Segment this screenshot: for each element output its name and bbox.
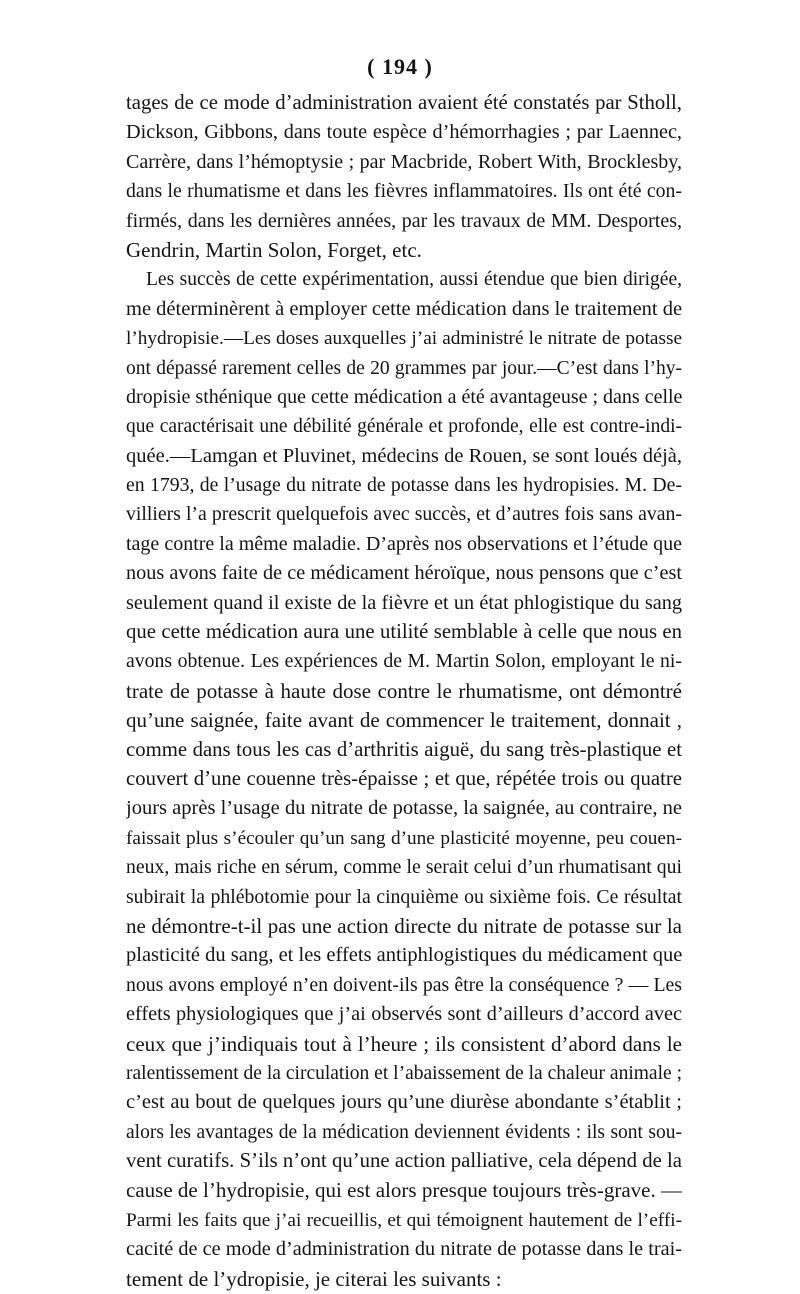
text-line: couvert d’une couenne très-épaisse ; et que, répétée trois ou quatre: [126, 767, 682, 790]
text-line: tages de ce mode d’administration avaient été constatés par Stholl,: [126, 92, 682, 114]
text-line: me déterminèrent à employer cette médication dans le traitement de: [126, 297, 682, 320]
text-line: c’est au bout de quelques jours qu’une diurèse abondante s’établit ;: [126, 1091, 682, 1114]
text-line: jours après l’usage du nitrate de potasse, la saignée, au contraire, ne: [126, 797, 682, 820]
text-line: Carrère, dans l’hémoptysie ; par Macbride, Robert With, Brocklesby,: [126, 150, 682, 173]
text-line: ont dépassé rarement celles de 20 grammes par jour.—C’est dans l’hy-: [126, 357, 682, 379]
text-line: ralentissement de la circulation et l’abaissement de la chaleur animale ;: [126, 1062, 682, 1084]
text-line: seulement quand il existe de la fièvre et un état phlogistique du sang: [126, 591, 682, 614]
text-line: que cette médication aura une utilité semblable à celle que nous en: [126, 621, 682, 644]
text-line: vent curatifs. S’ils n’ont qu’une action palliative, cela dépend de la: [126, 1150, 682, 1173]
text-line: dropisie sthénique que cette médication a été avantageuse ; dans celle: [126, 385, 682, 408]
text-line: cacité de ce mode d’administration du nitrate de potasse dans le trai-: [126, 1238, 682, 1261]
text-line: subirait la phlébotomie pour la cinquième ou sixième fois. Ce résultat: [126, 885, 682, 908]
text-line: trate de potasse à haute dose contre le rhumatisme, ont démontré: [126, 678, 682, 703]
text-line: firmés, dans les dernières années, par les travaux de MM. Desportes,: [126, 209, 682, 232]
text-line: dans le rhumatisme et dans les fièvres inflammatoires. Ils ont été con-: [126, 180, 682, 203]
text-line: tage contre la même maladie. D’après nos observations et l’étude que: [126, 532, 682, 555]
text-line: qu’une saignée, faite avant de commencer le traitement, donnait ,: [126, 708, 682, 733]
text-line: faissait plus s’écouler qu’un sang d’une plasticité moyenne, peu couen-: [126, 827, 682, 849]
text-line: quée.—Lamgan et Pluvinet, médecins de Rouen, se sont loués déjà,: [126, 444, 682, 467]
text-line: nous avons employé n’en doivent-ils pas être la conséquence ? — Les: [126, 973, 682, 996]
page-number: ( 194 ): [367, 54, 433, 79]
text-line: villiers l’a prescrit quelquefois avec succès, et d’autres fois sans avan-: [126, 503, 682, 526]
text-line: que caractérisait une débilité générale et profonde, elle est contre-indi-: [126, 416, 682, 438]
text-line: l’hydropisie.—Les doses auxquelles j’ai administré le nitrate de potasse: [126, 328, 682, 350]
text-line: Gendrin, Martin Solon, Forget, etc.: [126, 237, 422, 262]
text-line: effets physiologiques que j’ai observés sont d’ailleurs d’accord avec: [126, 1003, 682, 1026]
text-line: nous avons faite de ce médicament héroïque, nous pensons que c’est: [126, 562, 682, 585]
text-line: Parmi les faits que j’ai recueillis, et qui témoignent hautement de l’effi-: [126, 1209, 682, 1231]
text-line: avons obtenue. Les expériences de M. Martin Solon, employant le ni-: [126, 650, 682, 673]
text-line: ceux que j’indiquais tout à l’heure ; ils consistent d’abord dans le: [126, 1031, 682, 1056]
text-line: comme dans tous les cas d’arthritis aiguë, du sang très-plastique et: [126, 738, 682, 761]
text-line: Dickson, Gibbons, dans toute espèce d’hémorrhagies ; par Laennec,: [126, 121, 682, 144]
text-line: tement de l’ydropisie, je citerai les suivants :: [126, 1266, 502, 1291]
text-line: en 1793, de l’usage du nitrate de potasse dans les hydropisies. M. De-: [126, 474, 682, 497]
text-line: neux, mais riche en sérum, comme le serait celui d’un rhumatisant qui: [126, 856, 682, 879]
text-line: alors les avantages de la médication deviennent évidents : ils sont sou-: [126, 1121, 682, 1143]
text-line: Les succès de cette expérimentation, aussi étendue que bien dirigée,: [146, 269, 682, 291]
body-text: [126, 89, 682, 1294]
text-line: plasticité du sang, et les effets antiphlogistiques du médicament que: [126, 944, 682, 967]
text-line: cause de l’hydropisie, qui est alors presque toujours très-grave. —: [126, 1178, 682, 1203]
text-line: ne démontre-t-il pas une action directe du nitrate de potasse sur la: [126, 913, 682, 938]
